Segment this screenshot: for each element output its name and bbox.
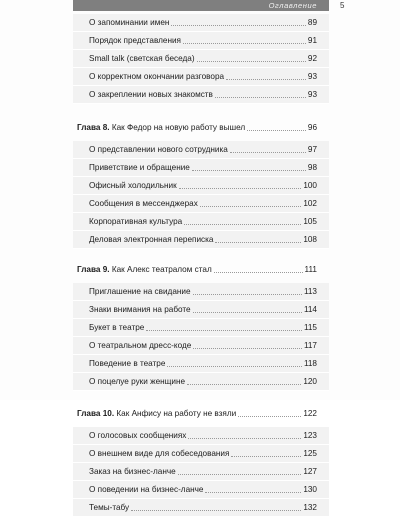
- dot-leader: [188, 438, 301, 439]
- toc-page-number: 117: [303, 341, 317, 350]
- dot-leader: [215, 242, 301, 243]
- toc-entry: [73, 319, 329, 337]
- toc-entry-title: О корректном окончании разговора: [89, 72, 225, 81]
- toc-entry-title: Сообщения в мессенджерах: [89, 199, 198, 208]
- toc-entry: [73, 337, 329, 355]
- toc-entry-title: О представлении нового сотрудника: [89, 145, 228, 154]
- toc-entry-title: Порядок представления: [89, 36, 181, 45]
- toc-page-number: 123: [303, 431, 317, 440]
- toc-entry: [73, 68, 329, 86]
- toc-entry: [73, 283, 329, 301]
- dot-leader: [247, 130, 306, 131]
- toc-chapter-entry: [73, 119, 329, 137]
- toc-page-number: 130: [303, 485, 317, 494]
- toc-entry: [73, 86, 329, 104]
- toc-entry-title: Офисный холодильник: [89, 181, 177, 190]
- dot-leader: [179, 188, 301, 189]
- toc-entry-title: Заказ на бизнес-ланче: [89, 467, 176, 476]
- toc-page-number: 108: [303, 235, 317, 244]
- toc-entry-title: Поведение в театре: [89, 359, 166, 368]
- toc-entry-title: О голосовых сообщениях: [89, 431, 187, 440]
- chapter-title: Как Анфису на работу не взяли: [114, 409, 237, 418]
- chapter-label: Глава 10.: [77, 409, 115, 418]
- toc-entry: [73, 355, 329, 373]
- toc-entry-title: Корпоративная культура: [89, 217, 183, 226]
- running-header-title: Оглавление: [268, 1, 317, 10]
- toc-page-number: 98: [307, 163, 317, 172]
- toc-entry-title: О закреплении новых знакомств: [89, 90, 213, 99]
- dot-leader: [193, 294, 302, 295]
- page-number: 5: [340, 1, 345, 10]
- toc-page-number: 91: [307, 36, 317, 45]
- toc-entry-title: [77, 261, 212, 279]
- toc-entry-title: О поцелуе руки женщине: [89, 377, 186, 386]
- toc-entry: [73, 195, 329, 213]
- dot-leader: [167, 366, 302, 367]
- toc-entry-title: Знаки внимания на работе: [89, 305, 191, 314]
- toc-page-number: 92: [307, 54, 317, 63]
- toc-entry: [73, 231, 329, 249]
- toc-page-number: 97: [307, 145, 317, 154]
- toc-entry: [73, 32, 329, 50]
- toc-entry-title: Деловая электронная переписка: [89, 235, 214, 244]
- dot-leader: [192, 170, 306, 171]
- toc-entry-title: Темы-табу: [89, 503, 130, 512]
- dot-leader: [178, 474, 301, 475]
- toc-page-number: 125: [303, 449, 317, 458]
- toc-entry: [73, 481, 329, 499]
- dot-leader: [183, 43, 306, 44]
- toc-page-number: 122: [303, 409, 317, 418]
- toc-chapter-entry: [73, 405, 329, 423]
- toc-entry: [73, 213, 329, 231]
- toc-entry-title: Букет в театре: [89, 323, 145, 332]
- dot-leader: [230, 152, 306, 153]
- toc-page-number: 132: [303, 503, 317, 512]
- chapter-title: Как Алекс театралом стал: [109, 265, 212, 274]
- toc-entry: [73, 301, 329, 319]
- dot-leader: [193, 348, 302, 349]
- toc-entry-title: Приветствие и обращение: [89, 163, 190, 172]
- toc-page-number: 89: [307, 18, 317, 27]
- chapter-label: Глава 9.: [77, 265, 110, 274]
- toc-page-number: 93: [307, 90, 317, 99]
- dot-leader: [171, 25, 306, 26]
- dot-leader: [197, 61, 306, 62]
- toc-page-number: 96: [307, 123, 317, 132]
- toc-entry-title: О театральном дресс-коде: [89, 341, 192, 350]
- toc-entry: [73, 159, 329, 177]
- toc-entry-title: О внешнем виде для собеседования: [89, 449, 230, 458]
- dot-leader: [187, 384, 301, 385]
- dot-leader: [231, 456, 301, 457]
- dot-leader: [215, 97, 306, 98]
- toc-page-number: 120: [303, 377, 317, 386]
- toc-entry: [73, 50, 329, 68]
- toc-page-number: 114: [303, 305, 317, 314]
- toc-entry: [73, 177, 329, 195]
- chapter-title: Как Федор на новую работу вышел: [109, 123, 246, 132]
- toc-entry-title: [77, 405, 236, 423]
- dot-leader: [193, 312, 302, 313]
- dot-leader: [184, 224, 301, 225]
- toc-entry: [73, 445, 329, 463]
- dot-leader: [214, 272, 303, 273]
- toc-entry-title: О поведении на бизнес-ланче: [89, 485, 204, 494]
- toc-entry: [73, 373, 329, 391]
- toc-entry-title: О запоминании имен: [89, 18, 170, 27]
- toc-page-number: 118: [303, 359, 317, 368]
- toc-page-number: 115: [303, 323, 317, 332]
- toc-page-number: 127: [303, 467, 317, 476]
- toc-page-number: 93: [307, 72, 317, 81]
- toc-page-number: 105: [303, 217, 317, 226]
- dot-leader: [238, 416, 301, 417]
- toc-entry-title: Приглашение на свидание: [89, 287, 191, 296]
- dot-leader: [146, 330, 302, 331]
- toc-entry-title: Small talk (светская беседа): [89, 54, 195, 63]
- running-header: [73, 0, 329, 11]
- toc-entry: [73, 141, 329, 159]
- dot-leader: [131, 510, 301, 511]
- toc-page-number: 100: [303, 181, 317, 190]
- toc-entry: [73, 463, 329, 481]
- toc-entry: [73, 427, 329, 445]
- chapter-label: Глава 8.: [77, 123, 110, 132]
- toc-page-number: 102: [303, 199, 317, 208]
- toc-page-number: 111: [304, 265, 317, 274]
- dot-leader: [205, 492, 301, 493]
- toc-page-number: 113: [303, 287, 317, 296]
- dot-leader: [226, 79, 306, 80]
- dot-leader: [200, 206, 301, 207]
- toc-chapter-entry: [73, 261, 329, 279]
- toc-entry: [73, 499, 329, 517]
- toc-entry-title: [77, 119, 245, 137]
- toc-entry: [73, 14, 329, 32]
